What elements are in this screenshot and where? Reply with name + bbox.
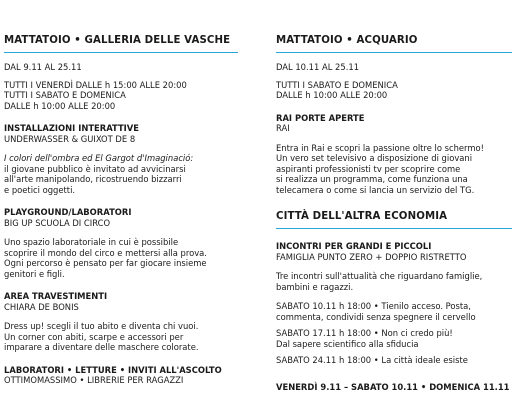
body-line: il giovane pubblico è invitato ad avvicinarsi	[4, 163, 186, 174]
section-title: PLAYGROUND/LABORATORI	[4, 207, 132, 217]
body-line: SABATO 24.11 h 18:00 • La città ideale esiste	[276, 355, 468, 365]
body-line: Uno spazio laboratoriale in cui è possibile	[4, 237, 179, 247]
body-line: Entra in Rai e scopri la passione oltre lo schermo!	[276, 142, 484, 153]
body-line: Un corner con abiti, scarpe e accessori per	[4, 331, 184, 342]
schedule-line: DALLE h 10:00 ALLE 20:00	[4, 100, 116, 111]
section-title: RAI PORTE APERTE	[276, 112, 365, 123]
venue-title: MATTATOIO • GALLERIA DELLE VASCHE	[4, 0, 238, 53]
schedule-line: DALLE h 10:00 ALLE 20:00	[276, 90, 388, 100]
body-line: commenta, condividi senza spegnere il cervello	[276, 311, 476, 322]
section-title: INSTALLAZIONI INTERATTIVE	[4, 123, 139, 133]
date-range: DAL 10.11 AL 25.11	[276, 62, 360, 72]
body-line: Un vero set televisivo a disposizione di giovani	[276, 153, 473, 163]
body-line: SABATO 10.11 h 18:00 • Tienilo acceso. Posta,	[276, 301, 471, 311]
section-title: VENERDÌ 9.11 – SABATO 10.11 • DOMENICA 11.11	[276, 381, 510, 392]
body-line: SABATO 17.11 h 18:00 • Non ci credo più!	[276, 328, 453, 338]
section-title: INCONTRI PER GRANDI E PICCOLI	[276, 241, 432, 251]
body-line: si realizza un programma, come funziona una	[276, 174, 468, 184]
body-line: imparare a diventare delle maschere colorate.	[4, 342, 199, 352]
event-item	[276, 301, 512, 322]
body-line: Dal sapere scientifico alla sfiducia	[276, 338, 419, 349]
section-body	[4, 321, 238, 353]
schedule	[4, 80, 238, 112]
section-body	[4, 153, 238, 195]
body-line: Tre incontri sull'attualità che riguardano famiglie,	[276, 271, 483, 281]
section-subtitle: RAI	[276, 123, 290, 133]
body-line: bambini e ragazzi.	[276, 281, 354, 292]
schedule-line: TUTTI I SABATO E DOMENICA	[4, 90, 126, 100]
section-body	[4, 237, 238, 279]
event-item	[276, 328, 512, 349]
section-title: LABORATORI • LETTURE • INVITI ALL'ASCOLTO	[4, 364, 222, 375]
event-item	[276, 355, 512, 366]
body-line: aspiranti professionisti tv per scoprire come	[276, 163, 461, 174]
body-line: Ogni percorso è pensato per far giocare insieme	[4, 258, 207, 268]
schedule-line: TUTTI I VENERDÌ DALLE h 15:00 ALLE 20:00	[4, 79, 187, 90]
schedule-line: TUTTI I SABATO E DOMENICA	[276, 79, 398, 90]
body-line: all'arte manipolando, ricostruendo bizzarri	[4, 174, 182, 184]
venue-title: MATTATOIO • ACQUARIO	[276, 0, 512, 53]
body-line: Dress up! scegli il tuo abito e diventa chi vuoi.	[4, 321, 199, 331]
body-line: e poetici oggetti.	[4, 184, 76, 195]
venue-title: CITTÀ DELL'ALTRA ECONOMIA	[276, 195, 512, 229]
section-subtitle: FAMIGLIA PUNTO ZERO + DOPPIO RISTRETTO	[276, 251, 467, 262]
section-subtitle: UNDERWASSER & GUIXOT DE 8	[4, 133, 136, 144]
body-line: scoprire il mondo del circo e mettersi alla prova.	[4, 247, 207, 258]
body-line: genitori e figli.	[4, 268, 65, 279]
section-subtitle: CHIARA DE BONIS	[4, 301, 79, 312]
date-range: DAL 9.11 AL 25.11	[4, 62, 82, 72]
section-subtitle: OTTIMOMASSIMO • LIBRERIE PER RAGAZZI	[4, 375, 184, 385]
section-body	[276, 143, 512, 196]
left-column	[4, 0, 238, 386]
section-title: AREA TRAVESTIMENTI	[4, 291, 108, 301]
section-body	[276, 271, 512, 292]
section-subtitle: BIG UP SCUOLA DI CIRCO	[4, 217, 111, 228]
schedule	[276, 80, 512, 101]
right-column	[276, 0, 512, 392]
body-line: I colori dell'ombra ed El Gargot d'Imaginació:	[4, 153, 194, 163]
body-line: telecamera o come si lancia un servizio del TG.	[276, 184, 475, 195]
